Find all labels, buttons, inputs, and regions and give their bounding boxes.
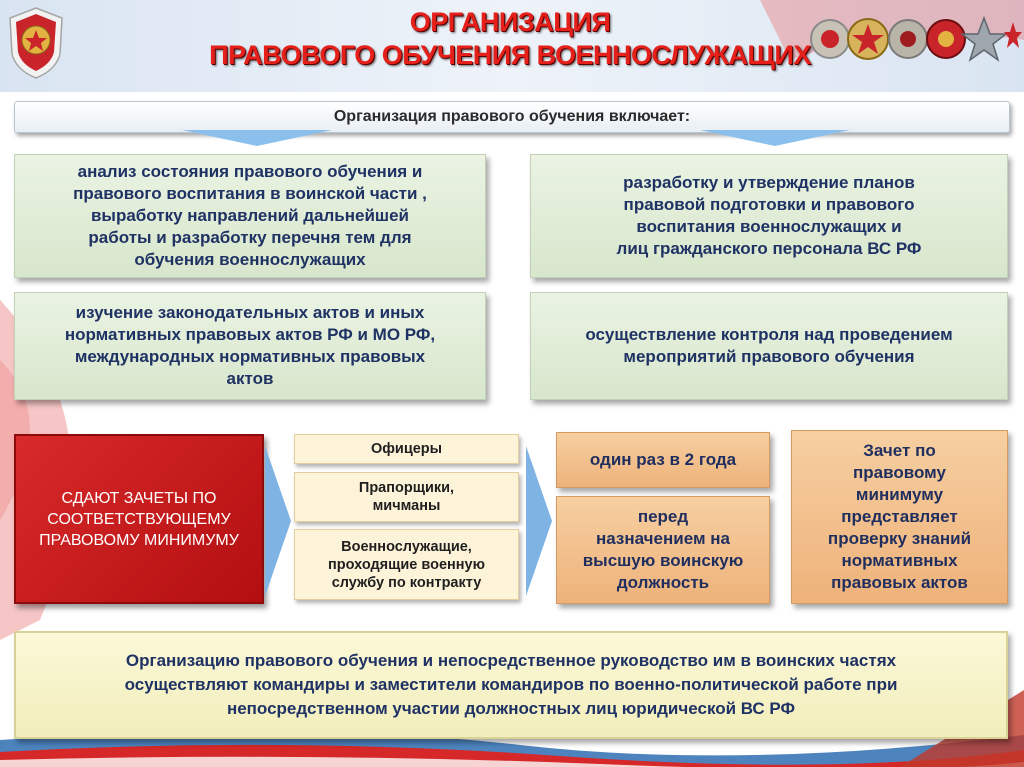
title-line-1: ОРГАНИЗАЦИЯ (409, 7, 611, 37)
arrow-right-icon (265, 446, 291, 596)
item-control: осуществление контроля над проведением мероприятий правового обучения (530, 292, 1008, 400)
page-title (170, 6, 850, 72)
chevron-down-left-icon (182, 130, 332, 146)
role-contract-servicemen: Военнослужащие, проходящие военную службу по контракту (294, 529, 519, 600)
arrow-right-icon (526, 446, 552, 596)
role-warrant-officers: Прапорщики, мичманы (294, 472, 519, 522)
exam-note: Зачет по правовому минимуму представляет проверку знаний нормативных правовых актов (791, 430, 1008, 604)
exams-main-box: СДАЮТ ЗАЧЕТЫ ПО СООТВЕТСТВУЮЩЕМУ ПРАВОВОМУ МИНИМУМУ (14, 434, 264, 604)
chevron-down-right-icon (700, 130, 850, 146)
role-officers: Офицеры (294, 434, 519, 464)
footer-note: Организацию правового обучения и непосредственное руководство им в воинских частях осуществляют командиры и заместители командиров по военно-политической работе при непосредственном участии должностных лиц юридической ВС РФ (14, 631, 1008, 739)
item-analysis: анализ состояния правового обучения и правового воспитания в воинской части , выработку направлений дальнейшей работы и разработку перечня тем для обучения военнослужащих (14, 154, 486, 278)
section-header: Организация правового обучения включает: (14, 101, 1010, 133)
item-study: изучение законодательных актов и иных нормативных правовых актов РФ и МО РФ, международных нормативных правовых актов (14, 292, 486, 400)
exam-frequency: один раз в 2 года (556, 432, 770, 488)
exam-appointment: перед назначением на высшую воинскую должность (556, 496, 770, 604)
title-line-2: ПРАВОВОГО ОБУЧЕНИЯ ВОЕННОСЛУЖАЩИХ (209, 40, 811, 70)
item-plans: разработку и утверждение планов правовой подготовки и правового воспитания военнослужащих и лиц гражданского персонала ВС РФ (530, 154, 1008, 278)
military-emblem-icon (6, 6, 66, 80)
